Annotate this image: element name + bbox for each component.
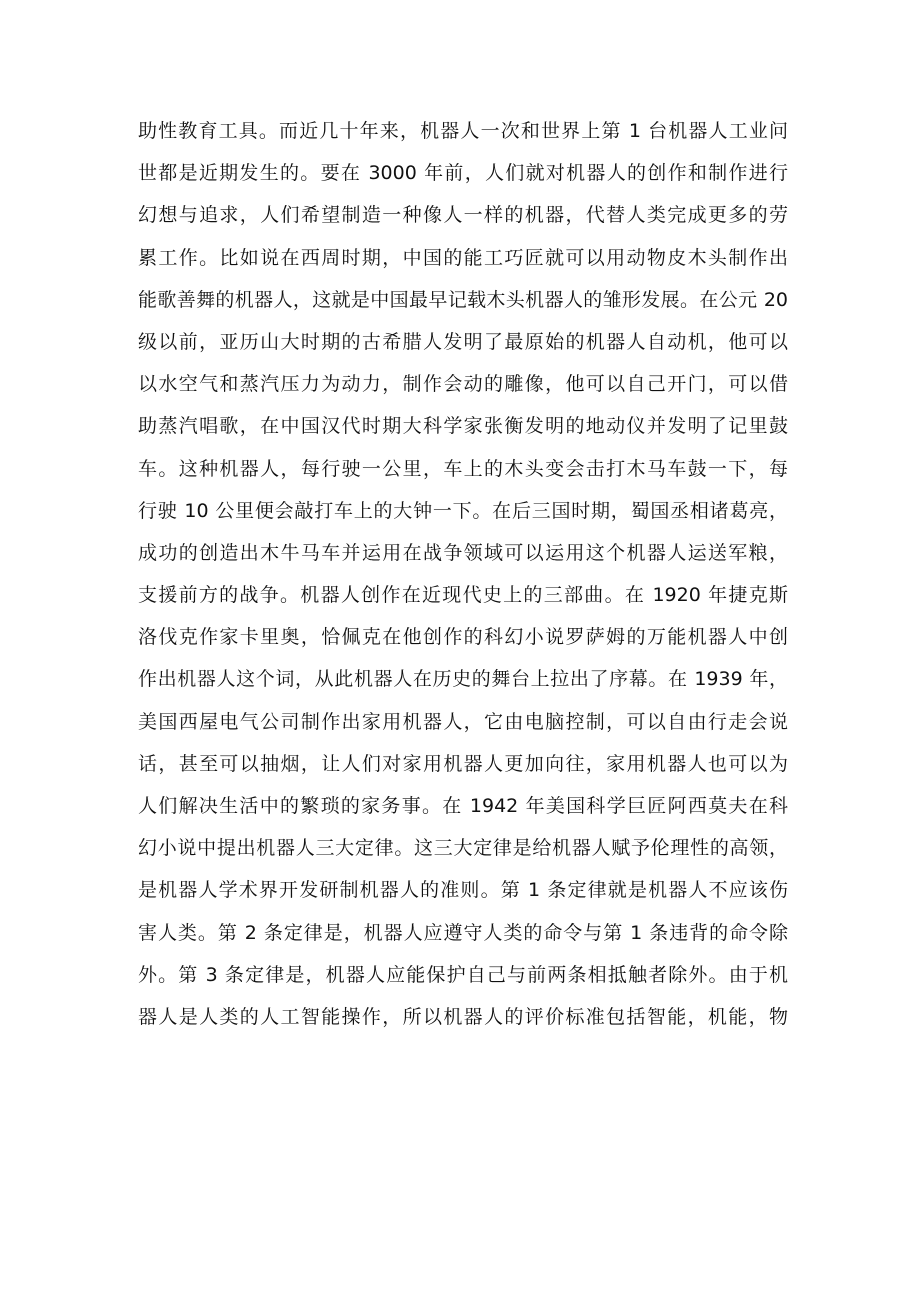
text-line: 话，甚至可以抽烟，让人们对家用机器人更加向往，家用机器人也可以为 bbox=[138, 752, 788, 775]
text-line: 是机器人学术界开发研制机器人的准则。第 1 条定律就是机器人不应该伤 bbox=[138, 879, 788, 902]
text-line: 器人是人类的人工智能操作，所以机器人的评价标准包括智能，机能，物 bbox=[138, 1005, 788, 1028]
text-line: 美国西屋电气公司制作出家用机器人，它由电脑控制，可以自由行走会说 bbox=[138, 710, 788, 733]
text-line: 世都是近期发生的。要在 3000 年前，人们就对机器人的创作和制作进行 bbox=[138, 162, 788, 185]
text-line: 行驶 10 公里便会敲打车上的大钟一下。在后三国时期，蜀国丞相诸葛亮， bbox=[138, 499, 788, 522]
body-paragraph bbox=[138, 110, 788, 1038]
text-line: 成功的创造出木牛马车并运用在战争领域可以运用这个机器人运送军粮， bbox=[138, 541, 788, 564]
text-line: 作出机器人这个词，从此机器人在历史的舞台上拉出了序幕。在 1939 年， bbox=[138, 668, 788, 691]
text-line: 外。第 3 条定律是，机器人应能保护自己与前两条相抵触者除外。由于机 bbox=[138, 963, 788, 986]
text-line: 害人类。第 2 条定律是，机器人应遵守人类的命令与第 1 条违背的命令除 bbox=[138, 921, 788, 944]
text-line: 级以前，亚历山大时期的古希腊人发明了最原始的机器人自动机，他可以 bbox=[138, 330, 788, 353]
text-line: 支援前方的战争。机器人创作在近现代史上的三部曲。在 1920 年捷克斯 bbox=[138, 584, 788, 607]
text-line: 洛伐克作家卡里奥，恰佩克在他创作的科幻小说罗萨姆的万能机器人中创 bbox=[138, 626, 788, 649]
text-line: 以水空气和蒸汽压力为动力，制作会动的雕像，他可以自己开门，可以借 bbox=[138, 373, 788, 396]
text-line: 能歌善舞的机器人，这就是中国最早记载木头机器人的雏形发展。在公元 20 bbox=[138, 288, 788, 311]
text-line: 幻小说中提出机器人三大定律。这三大定律是给机器人赋予伦理性的高领， bbox=[138, 837, 788, 860]
text-line: 助性教育工具。而近几十年来，机器人一次和世界上第 1 台机器人工业问 bbox=[138, 120, 788, 142]
text-line: 人们解决生活中的繁琐的家务事。在 1942 年美国科学巨匠阿西莫夫在科 bbox=[138, 795, 788, 817]
text-line: 累工作。比如说在西周时期，中国的能工巧匠就可以用动物皮木头制作出 bbox=[138, 246, 788, 269]
text-line: 车。这种机器人，每行驶一公里，车上的木头变会击打木马车鼓一下，每 bbox=[138, 457, 788, 480]
text-line: 幻想与追求，人们希望制造一种像人一样的机器，代替人类完成更多的劳 bbox=[138, 204, 788, 227]
text-line: 助蒸汽唱歌，在中国汉代时期大科学家张衡发明的地动仪并发明了记里鼓 bbox=[138, 415, 788, 438]
